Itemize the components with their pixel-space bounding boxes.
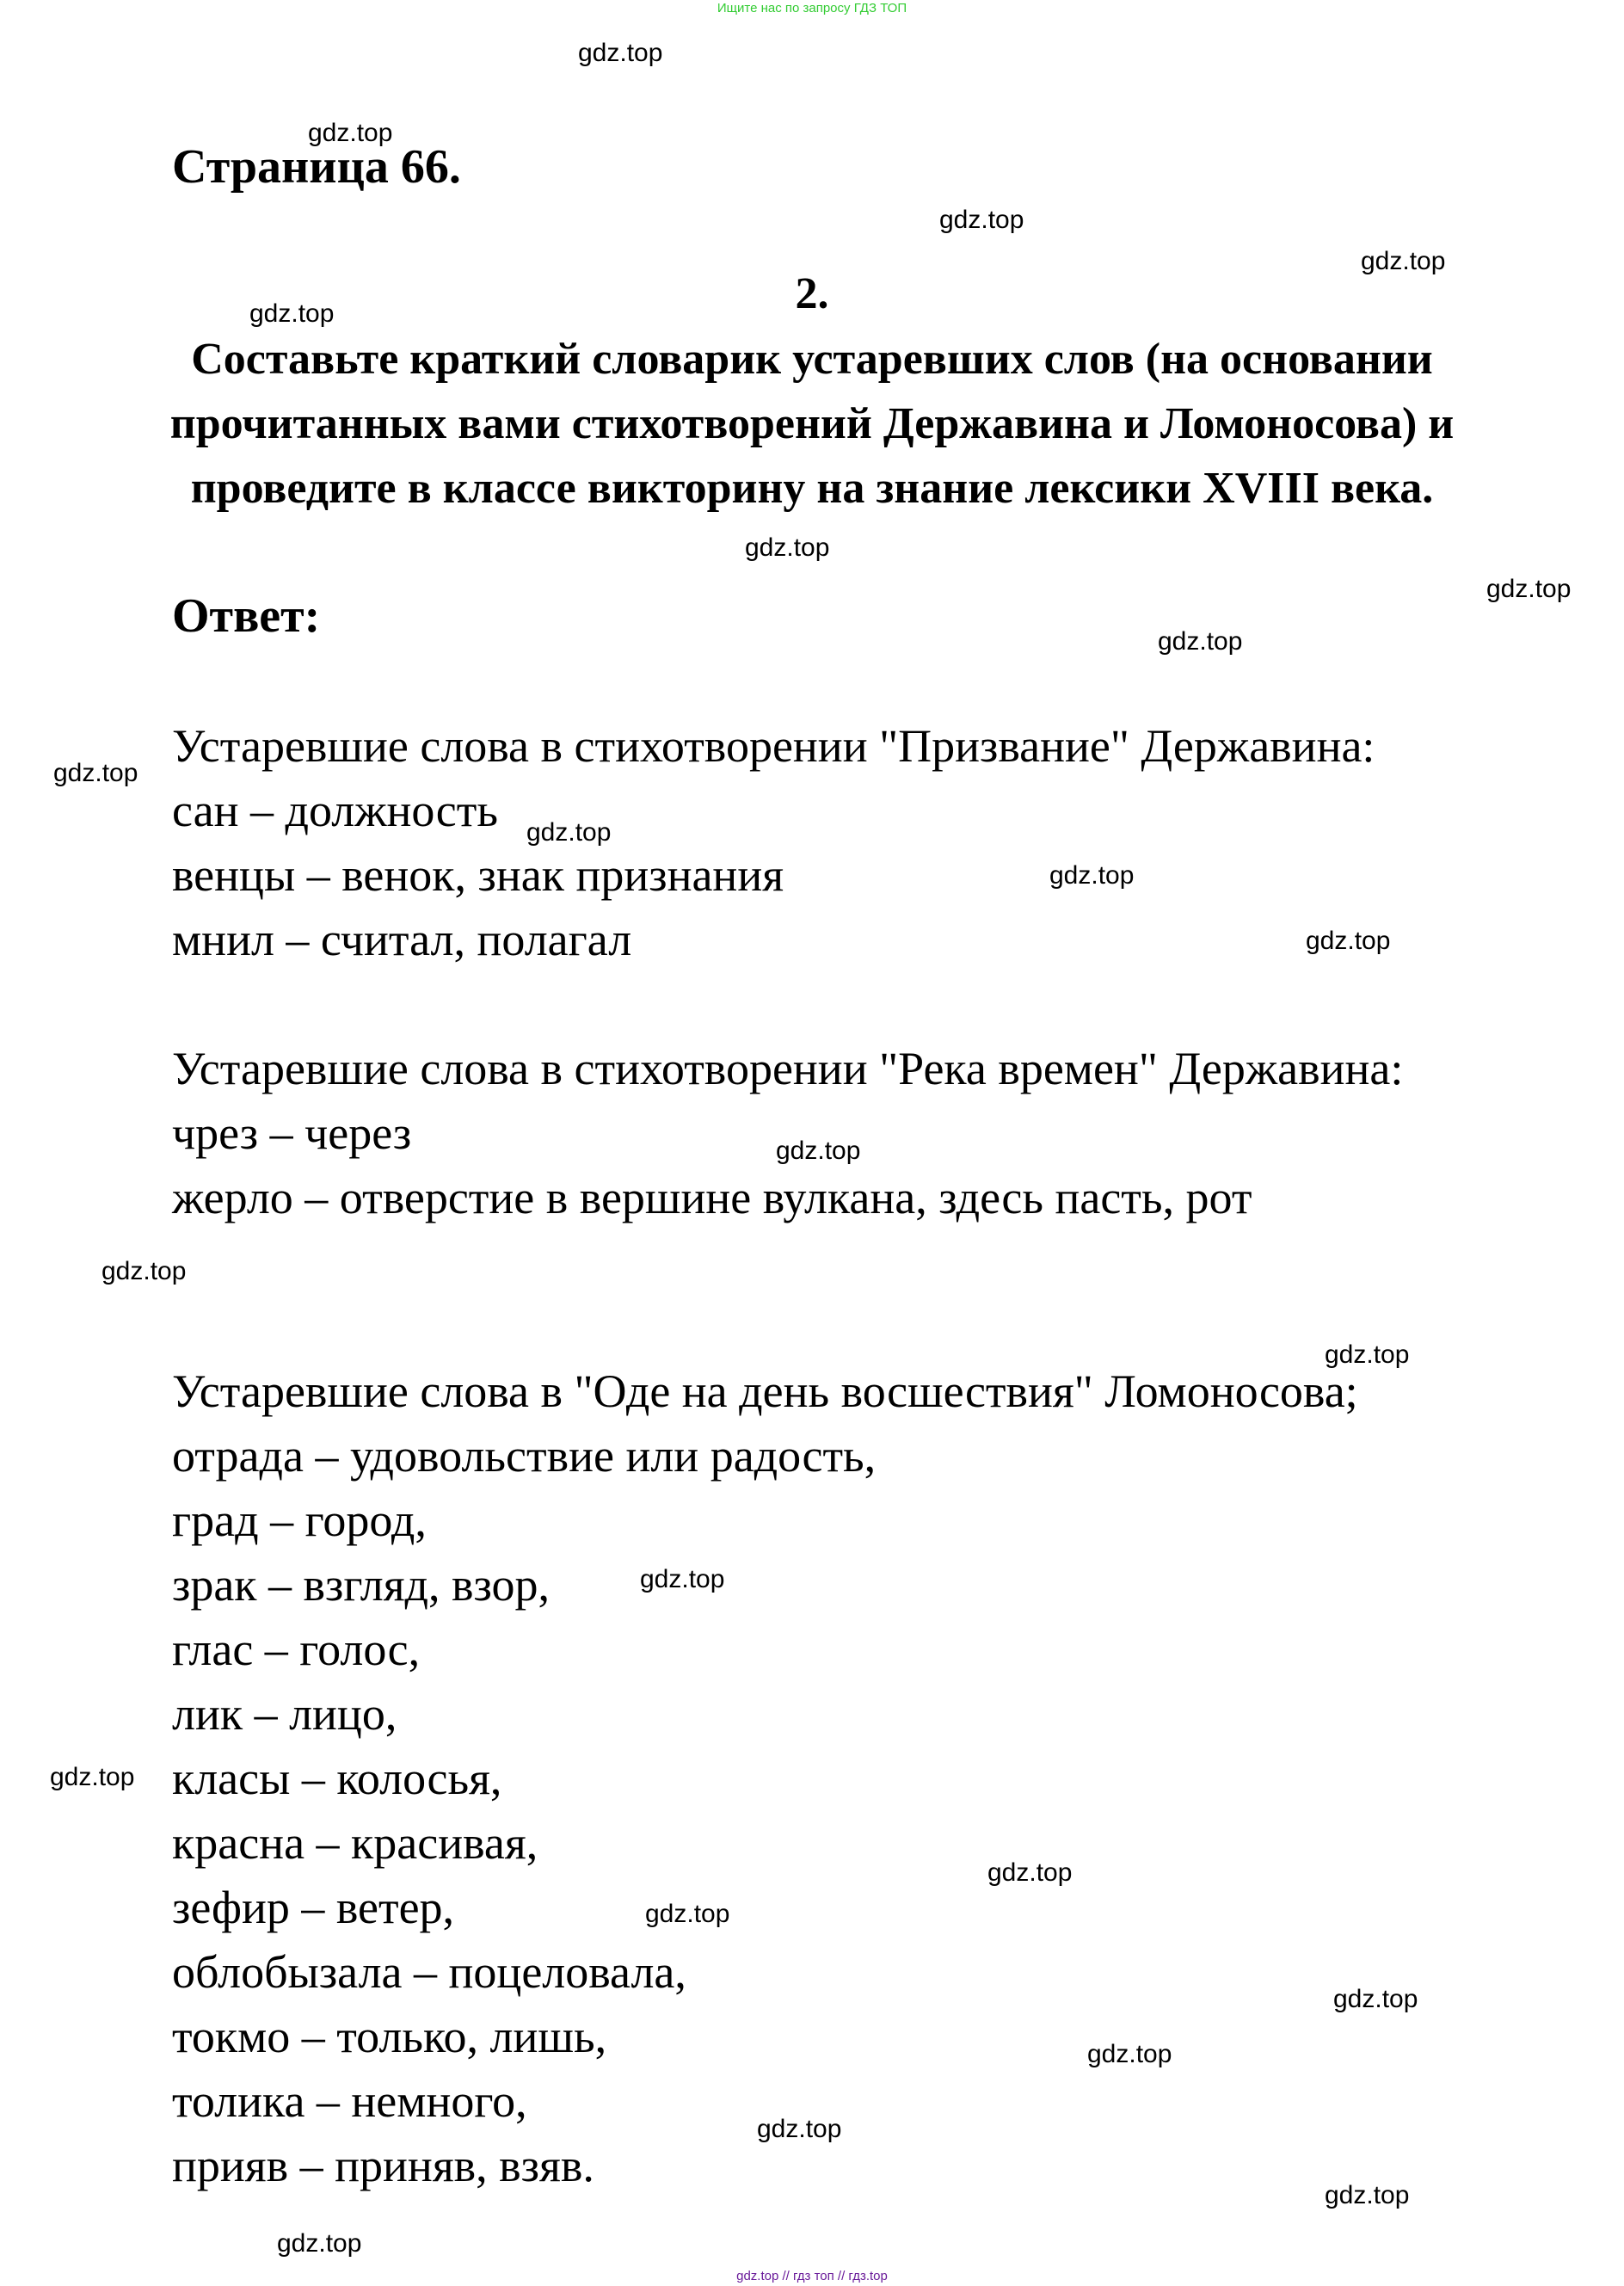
watermark: gdz.top	[1361, 247, 1446, 275]
page-title: Страница 66.	[172, 140, 461, 194]
word-entry: сан – должность	[172, 785, 498, 836]
watermark: gdz.top	[53, 759, 138, 787]
word-entry: токмо – только, лишь,	[172, 2011, 607, 2062]
word-entry: зрак – взгляд, взор,	[172, 1559, 551, 1611]
section-heading: Устаревшие слова в стихотворении "Река времен" Державина:	[172, 1043, 1404, 1094]
word-entry: чрез – через	[172, 1107, 412, 1159]
word-entry: лик – лицо,	[172, 1688, 397, 1740]
word-entry: облобызала – поцеловала,	[172, 1946, 686, 1998]
watermark: gdz.top	[308, 119, 393, 147]
task-line: проведите в классе викторину на знание лексики XVIII века.	[190, 464, 1434, 513]
word-entry: прияв – приняв, взяв.	[172, 2140, 594, 2191]
task-number: 2.	[795, 269, 829, 318]
word-entry: жерло – отверстие в вершине вулкана, здесь пасть, рот	[172, 1172, 1252, 1223]
watermark: gdz.top	[1306, 927, 1391, 955]
answer-label: Ответ:	[172, 589, 321, 643]
watermark: gdz.top	[578, 39, 663, 67]
word-entry: класы – колосья,	[172, 1753, 502, 1804]
task-line: прочитанных вами стихотворений Державина и Ломоносова) и	[169, 399, 1455, 448]
watermark: gdz.top	[640, 1565, 725, 1593]
task-line: Составьте краткий словарик устаревших слов (на основании	[191, 335, 1433, 384]
watermark: gdz.top	[249, 299, 335, 328]
watermark: gdz.top	[987, 1858, 1073, 1887]
footer-note: gdz.top // гдз топ // гдз.top	[736, 2269, 888, 2283]
watermark: gdz.top	[102, 1257, 187, 1285]
word-entry: венцы – венок, знак признания	[172, 849, 784, 901]
watermark: gdz.top	[776, 1137, 861, 1165]
section-heading: Устаревшие слова в "Оде на день восшествия" Ломоносова;	[172, 1365, 1358, 1417]
watermark: gdz.top	[1325, 1340, 1410, 1369]
watermark: gdz.top	[1333, 1985, 1418, 2013]
watermark: gdz.top	[939, 206, 1024, 234]
section-reka-vremen	[172, 1037, 1548, 1230]
word-entry: глас – голос,	[172, 1624, 421, 1675]
watermark: gdz.top	[1486, 575, 1572, 603]
header-note: Ищите нас по запросу ГДЗ ТОП	[717, 1, 907, 15]
watermark: gdz.top	[50, 1763, 135, 1791]
word-entry: мнил – считал, полагал	[172, 914, 632, 965]
watermark: gdz.top	[1049, 861, 1135, 890]
word-entry: красна – красивая,	[172, 1817, 538, 1869]
word-entry: град – город,	[172, 1494, 427, 1546]
watermark: gdz.top	[645, 1900, 730, 1928]
watermark: gdz.top	[1325, 2181, 1410, 2209]
watermark: gdz.top	[526, 818, 612, 847]
word-entry: зефир – ветер,	[172, 1882, 455, 1933]
watermark: gdz.top	[1087, 2040, 1172, 2068]
task-text	[69, 327, 1555, 521]
section-heading: Устаревшие слова в стихотворении "Призвание" Державина:	[172, 720, 1375, 772]
section-oda	[172, 1359, 1548, 2198]
watermark: gdz.top	[757, 2115, 842, 2143]
watermark: gdz.top	[745, 533, 830, 562]
word-entry: толика – немного,	[172, 2075, 527, 2127]
watermark: gdz.top	[1158, 627, 1243, 656]
word-entry: отрада – удовольствие или радость,	[172, 1430, 877, 1482]
watermark: gdz.top	[277, 2229, 362, 2258]
